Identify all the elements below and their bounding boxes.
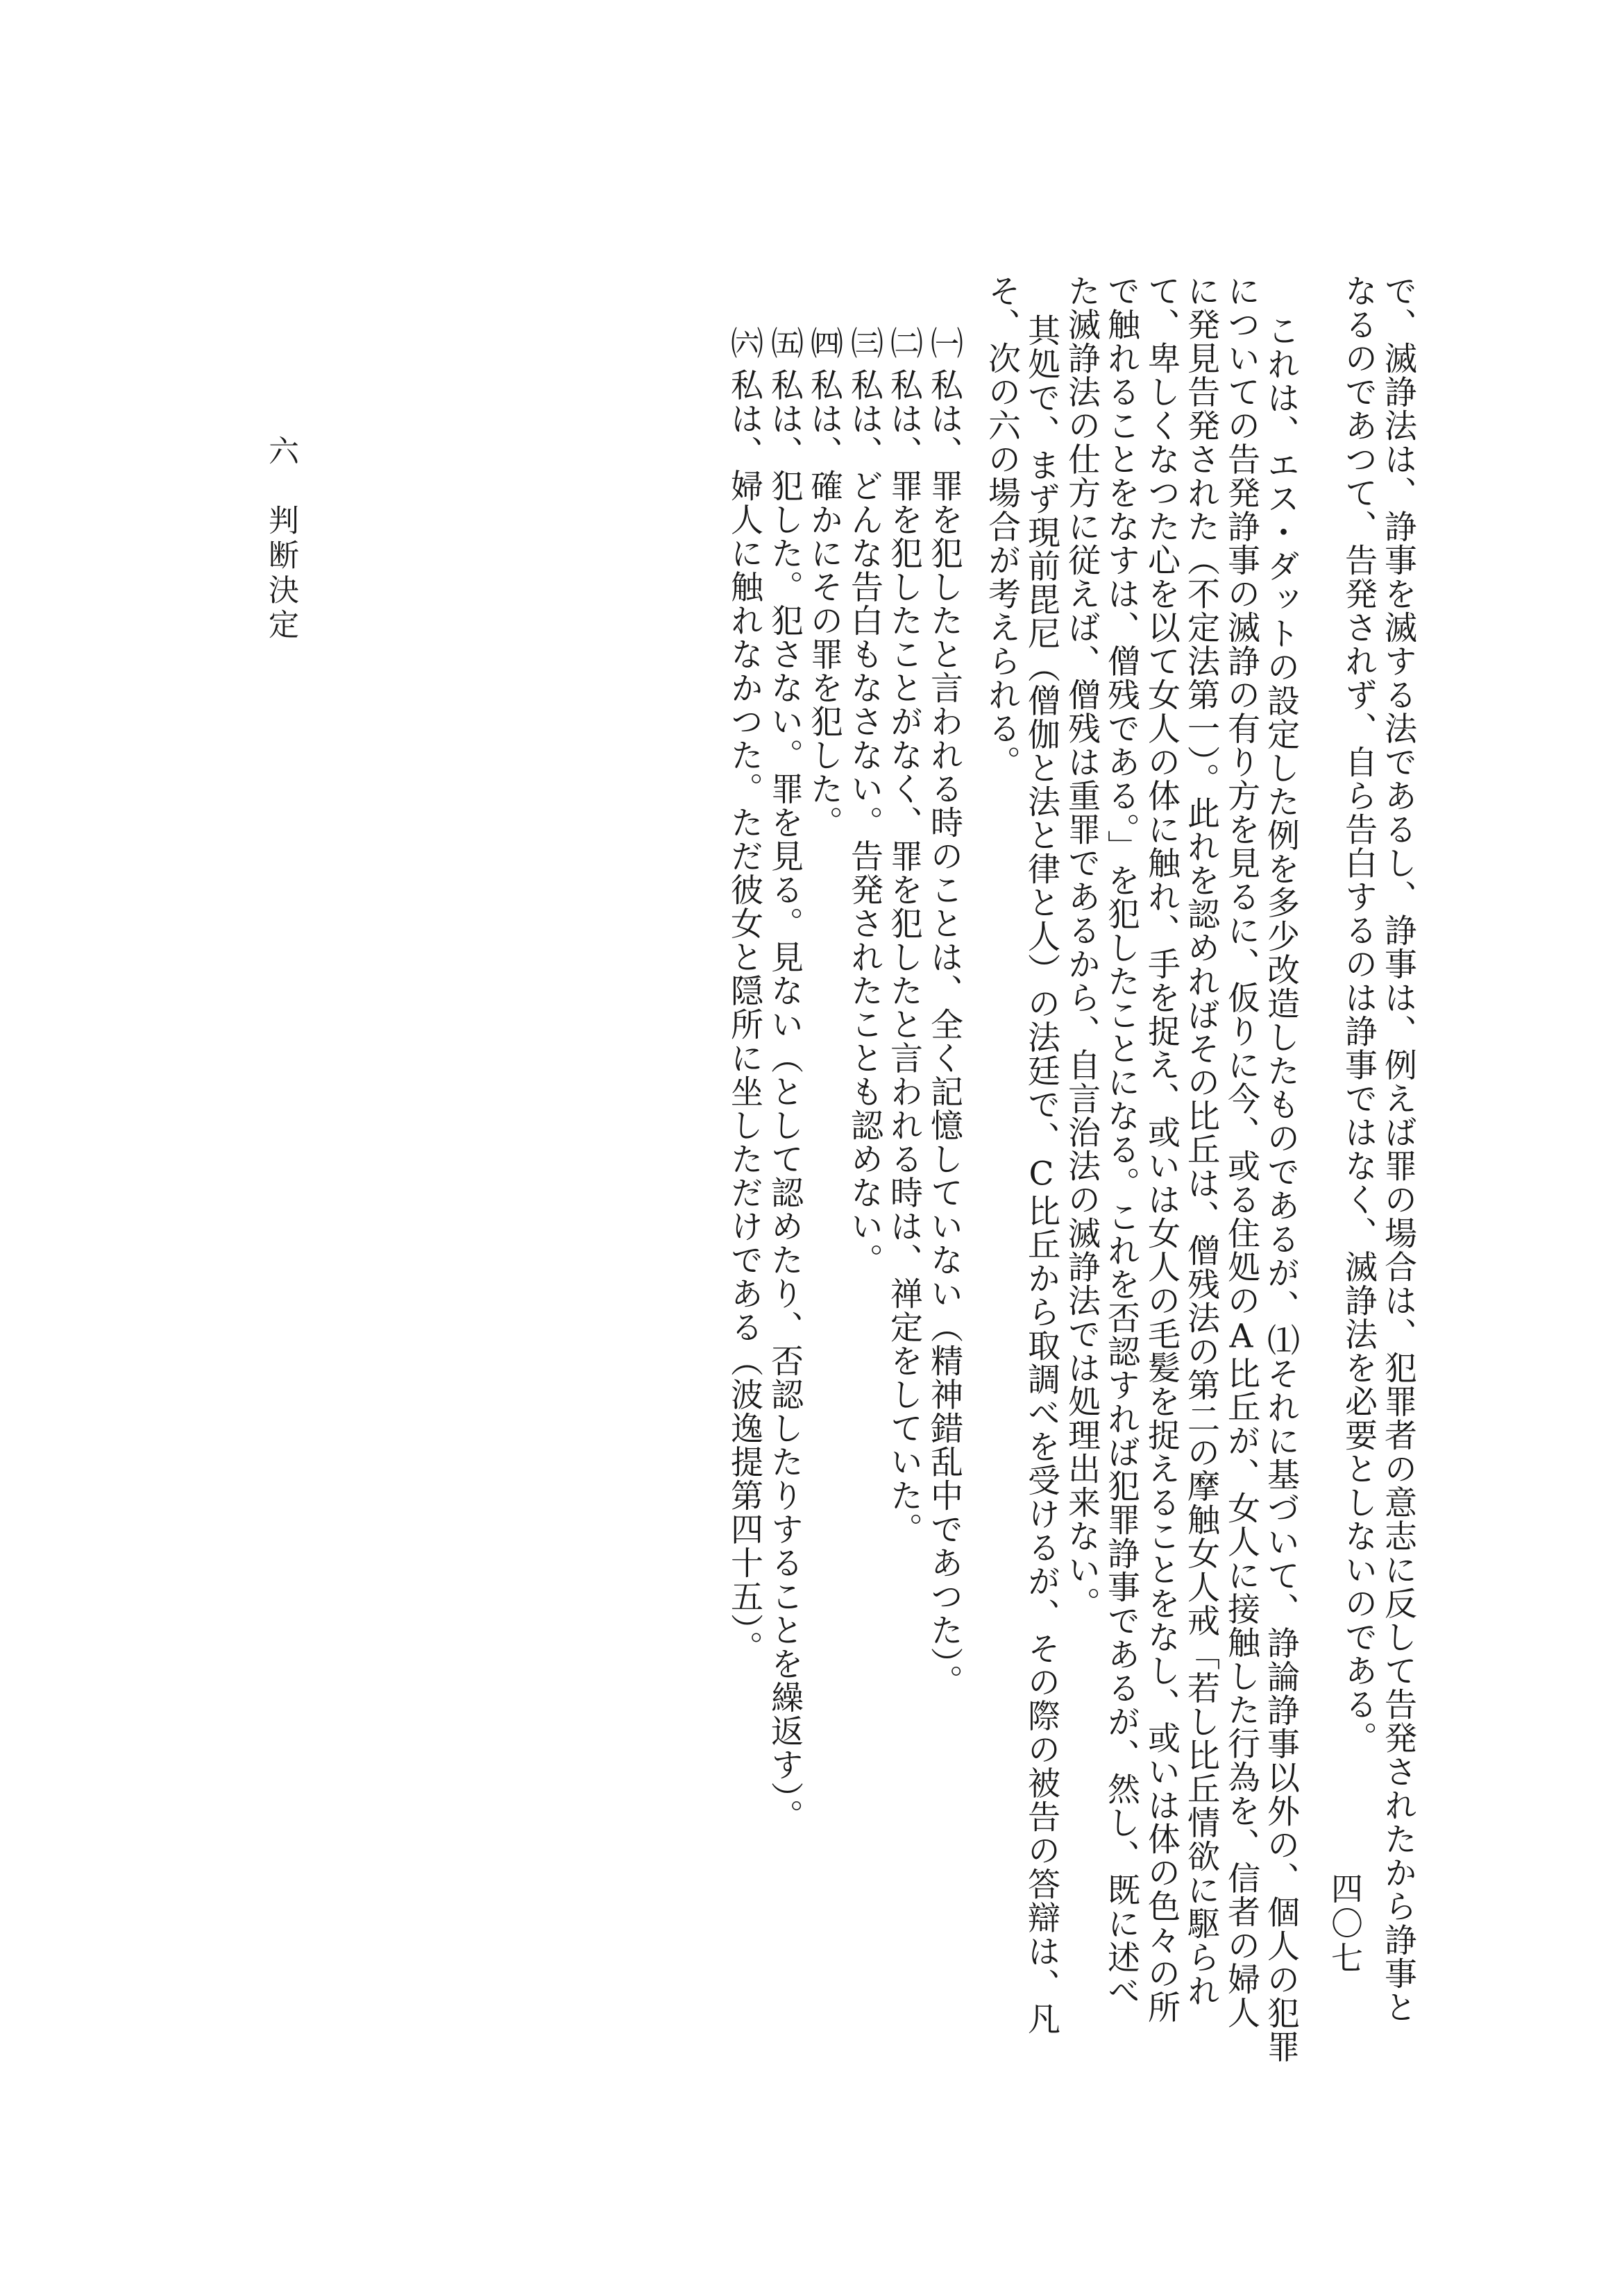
numbered-item-5 xyxy=(764,326,803,1832)
text-column-1: で、滅諍法は、諍事を滅する法であるし、諍事は、例えば罪の場合は、犯罪者の意志に反して告発されたから諍事と xyxy=(1379,274,1417,2024)
numbered-item-1 xyxy=(924,326,963,1698)
item-number: ㈣ xyxy=(805,326,843,360)
text-column-2: なるのであつて、告発されず、自ら告白するのは諍事ではなく、滅諍法を必要としないのである。 xyxy=(1339,274,1378,1755)
item-text: 私は、婦人に触れなかつた。ただ彼女と隠所に坐しただけである（波逸提第四十五）。 xyxy=(725,368,763,1665)
item-number: ㈡ xyxy=(885,326,923,360)
item-number: ㈠ xyxy=(925,326,963,360)
text-column-7: で触れることをなすは、僧残である。」を犯したことになる。これを否認すれば犯罪諍事であるが、然し、既に述べ xyxy=(1102,274,1140,2008)
text-column-10: そ、次の六の場合が考えられる。 xyxy=(983,274,1021,779)
text-column-4: についての告発諍事の滅諍の有り方を見るに、仮りに今、或る住処のA比丘が、女人に接触した行為を、信者の婦人 xyxy=(1222,274,1260,2030)
text-column-8: た滅諍法の仕方に従えば、僧残は重罪であるから、自言治法の滅諍法では処理出来ない。 xyxy=(1063,274,1101,1620)
page-number: 四〇七 xyxy=(1326,1872,1364,1976)
numbered-item-2 xyxy=(883,326,922,1546)
text-column-5: に発見告発された（不定法第一）。此れを認めればその比丘は、僧残法の第二の摩触女人戒「若し比丘情欲に駆られ xyxy=(1182,274,1220,2008)
running-head: 六 判断決定 xyxy=(263,435,298,643)
item-text: 私は、確かにその罪を犯した。 xyxy=(805,368,843,840)
item-text: 私は、犯した。犯さない。罪を見る。見ない（として認めたり、否認したりすることを繰返す）。 xyxy=(766,368,804,1832)
item-text: 私は、どんな告白もなさない。告発されたことも認めない。 xyxy=(845,368,883,1277)
item-number: ㈥ xyxy=(725,326,763,360)
numbered-item-4 xyxy=(804,326,843,840)
text-column-6: て、卑しくなつた心を以て女人の体に触れ、手を捉え、或いは女人の毛髪を捉えることをなし、或いは体の色々の所 xyxy=(1142,274,1181,2024)
item-number: ㈤ xyxy=(766,326,804,360)
text-column-9: 其処で、まず現前毘尼（僧伽と法と律と人）の法廷で、C比丘から取調べを受けるが、その際の被告の答辯は、凡 xyxy=(1022,314,1060,2036)
item-text: 私は、罪を犯したことがなく、罪を犯したと言われる時は、禅定をしていた。 xyxy=(885,368,923,1546)
numbered-item-6 xyxy=(724,326,763,1665)
item-text: 私は、罪を犯したと言われる時のことは、全く記憶していない（精神錯乱中であつた）。 xyxy=(925,368,963,1698)
numbered-item-3 xyxy=(844,326,883,1277)
text-column-3: これは、エス・ダットの設定した例を多少改造したものであるが、⑴それに基づいて、諍論諍事以外の、個人の犯罪 xyxy=(1262,314,1300,2064)
item-number: ㈢ xyxy=(845,326,883,360)
